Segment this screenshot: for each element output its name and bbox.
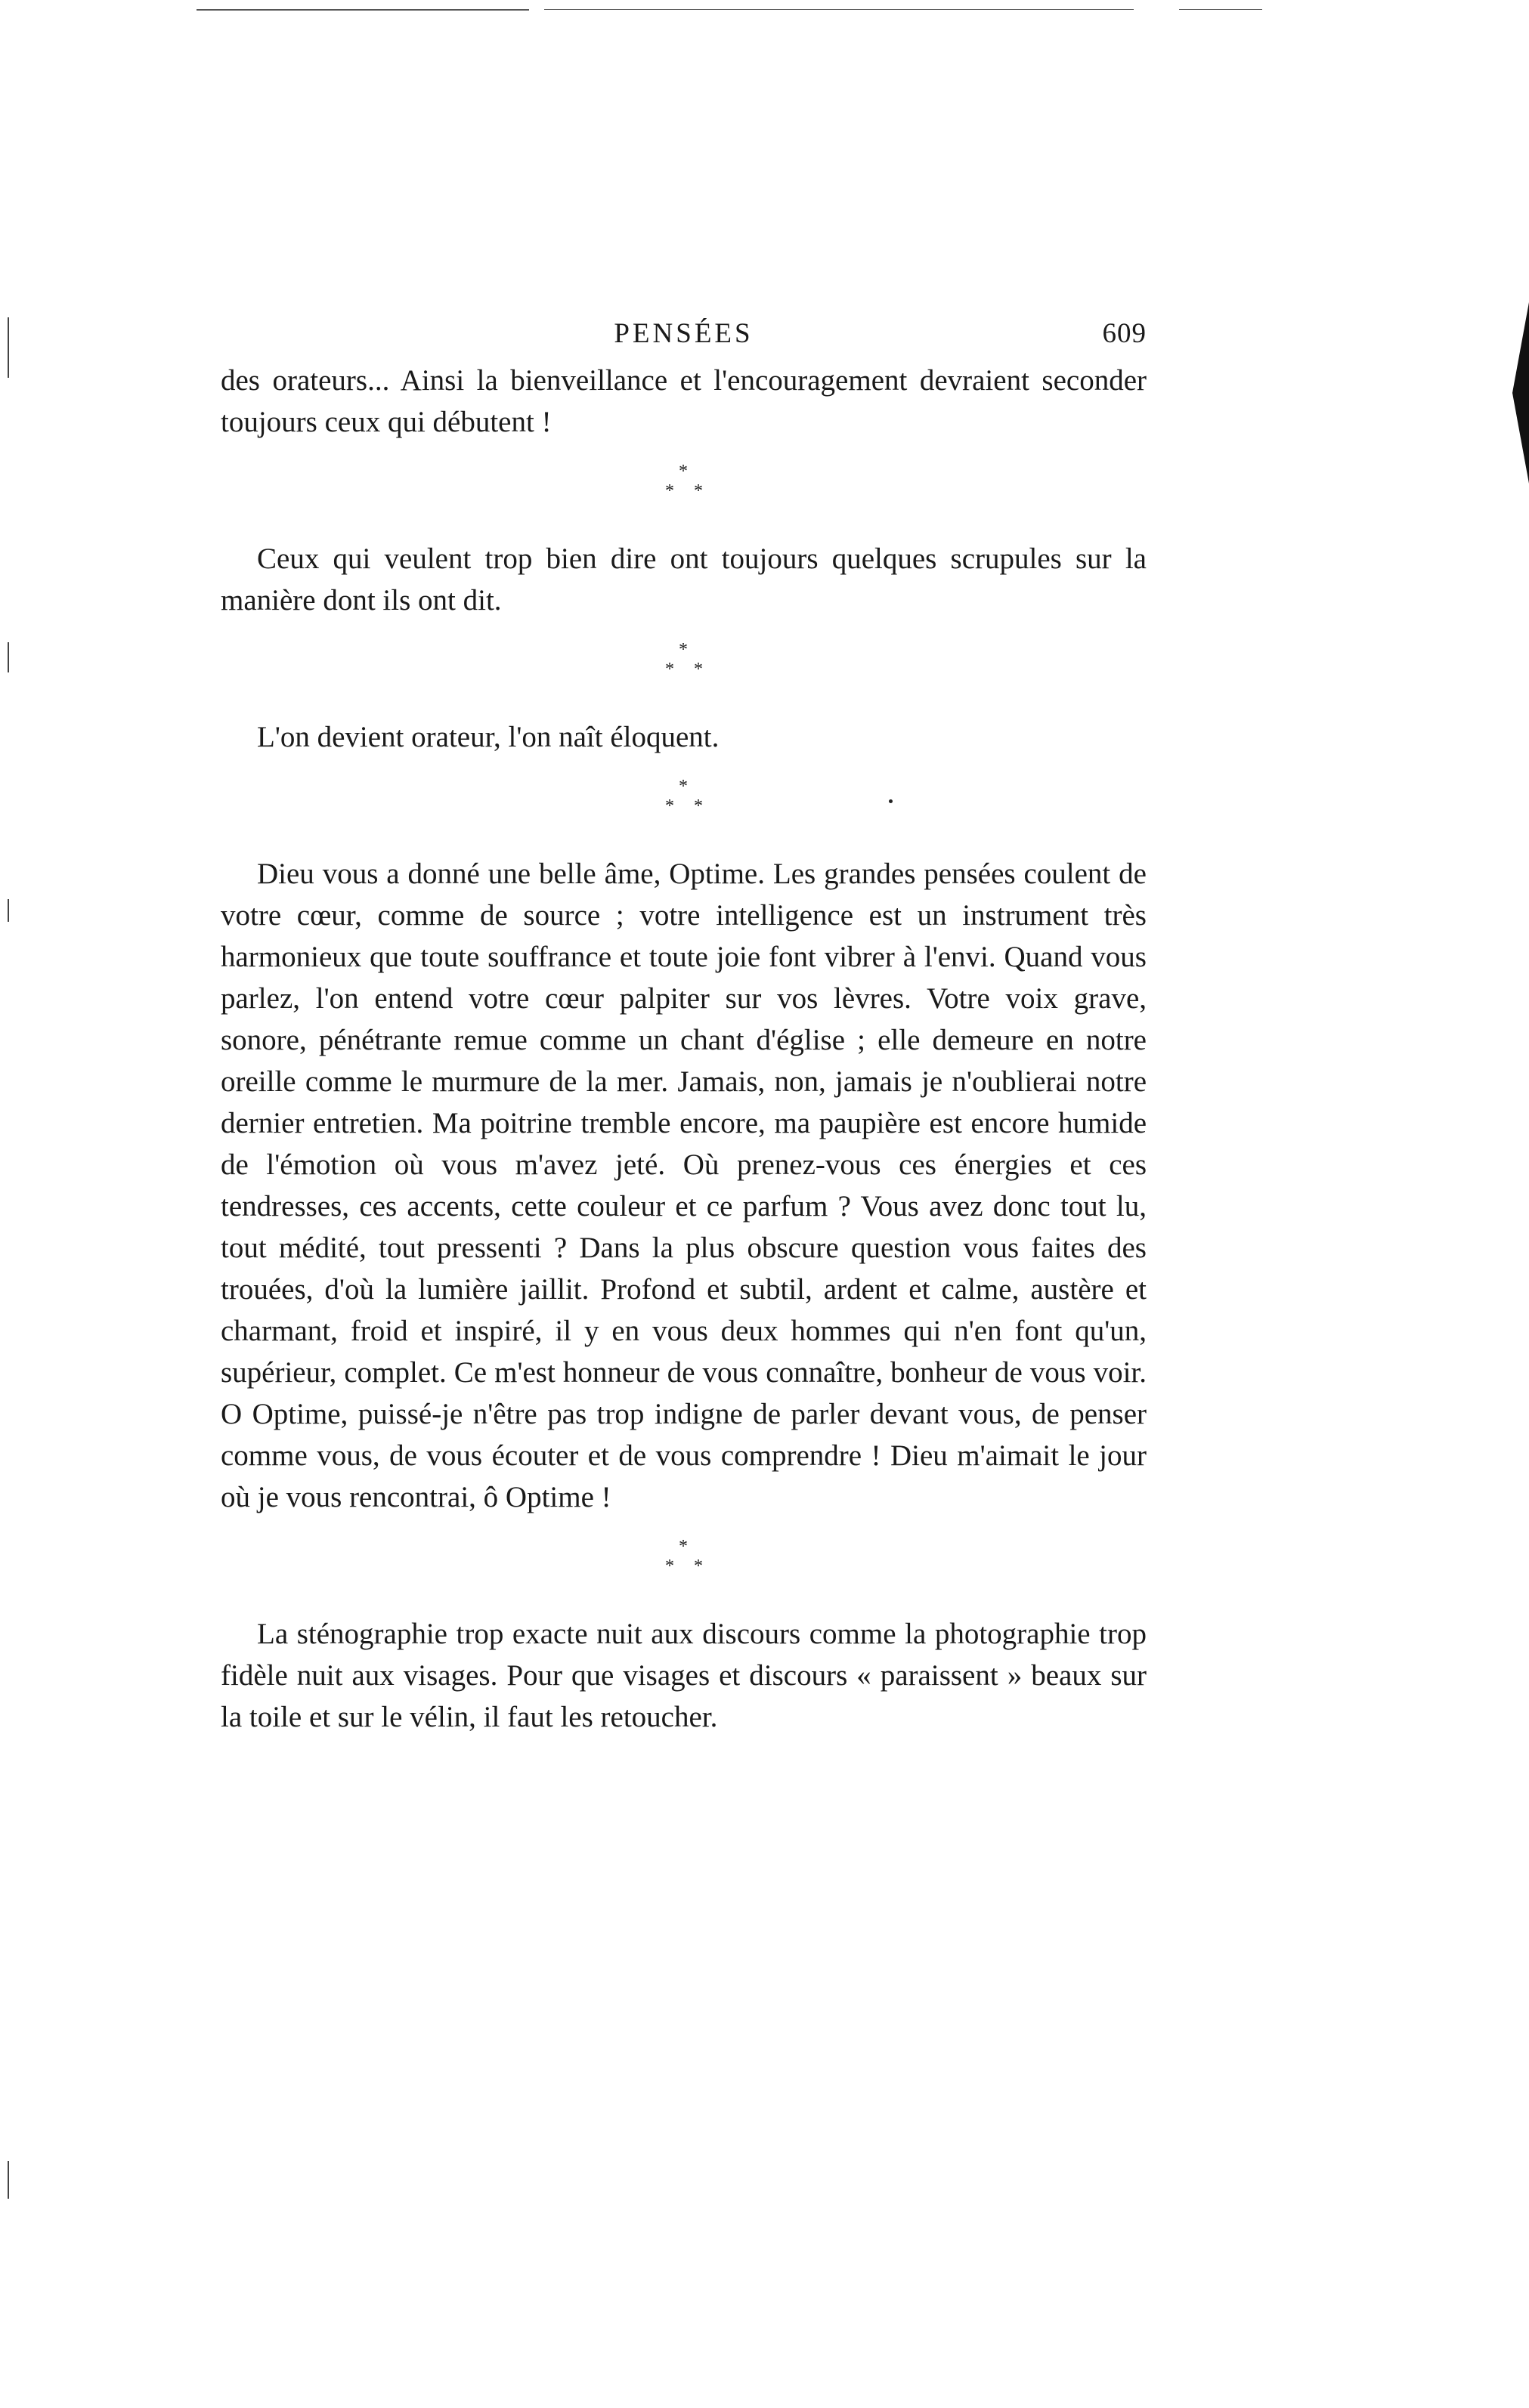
running-head bbox=[221, 317, 1147, 360]
scan-edge-mark bbox=[8, 899, 9, 922]
asterism-star: * bbox=[694, 481, 703, 501]
running-title: PENSÉES bbox=[614, 318, 754, 349]
asterism bbox=[221, 459, 1147, 505]
asterism bbox=[221, 638, 1147, 683]
page-edge-tab bbox=[1512, 302, 1529, 484]
asterism-star: * bbox=[665, 660, 674, 679]
asterism-star: * bbox=[665, 481, 674, 501]
asterism-star: * bbox=[679, 640, 688, 660]
scan-edge-mark bbox=[8, 317, 9, 378]
asterism-star: * bbox=[679, 1537, 688, 1556]
asterism-star: * bbox=[694, 660, 703, 679]
scan-edge-mark bbox=[8, 2161, 9, 2199]
paragraph: L'on devient orateur, l'on naît éloquent. bbox=[257, 721, 720, 753]
paragraph: La sténographie trop exacte nuit aux discours comme la photographie trop fidèle nuit aux visages. Pour que visages et discours « paraissent » beaux sur la toile et sur le vélin, il faut les retoucher. bbox=[221, 1618, 1147, 1733]
scan-edge-mark bbox=[8, 642, 9, 672]
asterism-star: * bbox=[665, 1556, 674, 1576]
asterism-star: * bbox=[679, 462, 688, 481]
scan-top-rule bbox=[197, 9, 529, 11]
asterism-star: * bbox=[694, 796, 703, 816]
asterism bbox=[221, 774, 1147, 820]
page-number: 609 bbox=[1102, 318, 1147, 349]
scan-top-rule bbox=[544, 9, 1134, 10]
paragraph: Dieu vous a donné une belle âme, Optime. Les grandes pensées coulent de votre cœur, comme de source ; votre intelligence est un instrument très harmonieux que toute souffrance et toute joie font vibrer à l'envi. Quand vous parlez, l'on entend votre cœur palpiter sur vos lèvres. Votre voix grave, sonore, pénétrante remue comme un chant d'église ; elle demeure en notre oreille comme le murmure de la mer. Jamais, non, jamais je n'oublierai notre dernier entretien. Ma poitrine tremble encore, ma paupière est encore humide de l'émotion où vous m'avez jeté. Où prenez-vous ces énergies et ces tendresses, ces accents, cette couleur et ce parfum ? Vous avez donc tout lu, tout médité, tout pressenti ? Dans la plus obscure question vous faites des trouées, d'où la lumière jaillit. Profond et subtil, ardent et calme, austère et charmant, froid et inspiré, il y en vous deux hommes qui n'en font qu'un, supérieur, complet. Ce m'est honneur de vous connaître, bonheur de vous voir. O Optime, puissé-je n'être pas trop indigne de parler devant vous, de penser comme vous, de vous écouter et de vous comprendre ! Dieu m'aimait le jour où je vous rencontrai, ô Optime ! bbox=[221, 858, 1147, 1513]
paragraph: Ceux qui veulent trop bien dire ont toujours quelques scrupules sur la manière dont ils ont dit. bbox=[221, 542, 1147, 617]
asterism bbox=[221, 1535, 1147, 1580]
asterism-star: * bbox=[694, 1556, 703, 1576]
asterism-star: * bbox=[665, 796, 674, 816]
asterism-star: * bbox=[679, 777, 688, 796]
paragraph: des orateurs... Ainsi la bienveillance et l'encouragement devraient seconder toujours ceux qui débutent ! bbox=[221, 364, 1147, 438]
scan-top-rule bbox=[1179, 9, 1262, 10]
text-block bbox=[221, 317, 1147, 1738]
